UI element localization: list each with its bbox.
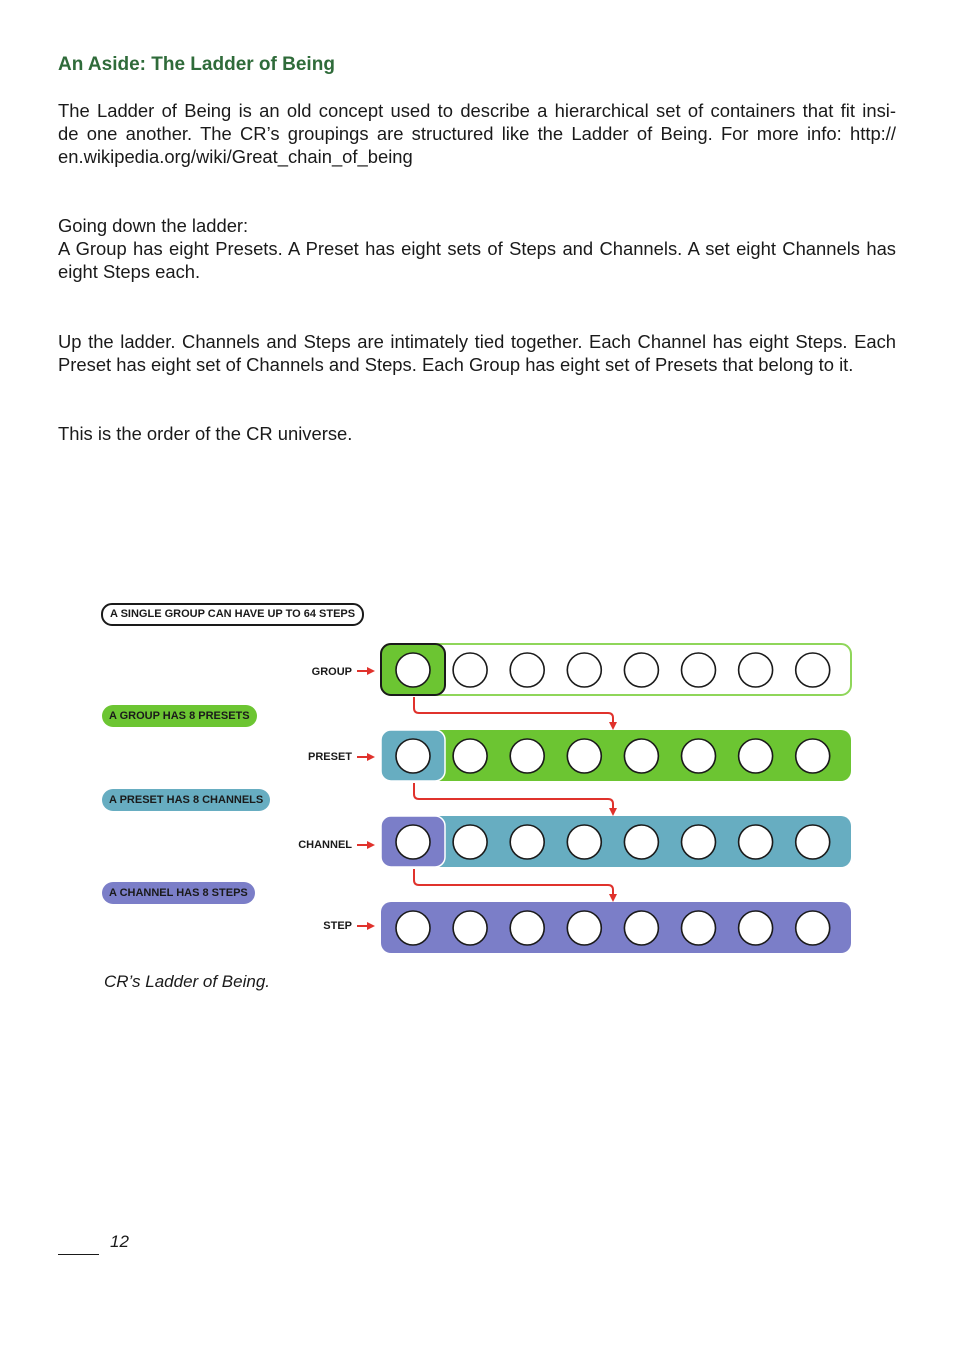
channel-circle-4: [567, 825, 601, 859]
page-number-rule: [58, 1254, 99, 1255]
step-circle-2: [453, 911, 487, 945]
channel-circle-5: [624, 825, 658, 859]
step-circle-5: [624, 911, 658, 945]
group-circle-4: [567, 653, 601, 687]
preset-circle-3: [510, 739, 544, 773]
group-row-bar: [381, 644, 851, 695]
group-presets-pill: A GROUP HAS 8 PRESETS: [102, 705, 257, 727]
preset-to-channel-connector: [414, 783, 613, 814]
preset-circle-7: [739, 739, 773, 773]
preset-circle-4: [567, 739, 601, 773]
channel-circle-7: [739, 825, 773, 859]
group-circle-6: [682, 653, 716, 687]
up-line-1: Up the ladder. Channels and Steps are intimately tied together. Each Channel has eight Steps. Each: [58, 331, 896, 352]
down-line-2: A Group has eight Presets. A Preset has eight sets of Steps and Channels. A set eight Channels has: [58, 238, 896, 259]
preset-circle-1: [396, 739, 430, 773]
channel-row-bar: [381, 816, 851, 867]
group-circle-7: [739, 653, 773, 687]
page-number: 12: [110, 1232, 129, 1251]
preset-circle-6: [682, 739, 716, 773]
step-circle-7: [739, 911, 773, 945]
channel-circle-6: [682, 825, 716, 859]
group-circle-5: [624, 653, 658, 687]
intro-line-1: The Ladder of Being is an old concept used to describe a hierarchical set of containers that fit insi-: [58, 100, 896, 121]
down-line-3: eight Steps each.: [58, 261, 201, 282]
channel-circle-3: [510, 825, 544, 859]
group-circle-2: [453, 653, 487, 687]
step-circle-4: [567, 911, 601, 945]
group-circle-8: [796, 653, 830, 687]
step-circle-6: [682, 911, 716, 945]
group-row-label: GROUP: [311, 666, 352, 678]
intro-line-3: en.wikipedia.org/wiki/Great_chain_of_being: [58, 146, 413, 167]
preset-channels-pill: A PRESET HAS 8 CHANNELS: [102, 789, 270, 811]
page-heading: An Aside: The Ladder of Being: [58, 54, 335, 75]
preset-circle-2: [453, 739, 487, 773]
channel-row-label: CHANNEL: [298, 839, 352, 851]
group-to-preset-connector: [414, 697, 613, 728]
step-circle-1: [396, 911, 430, 945]
step-circle-8: [796, 911, 830, 945]
preset-row-bar: [381, 730, 851, 781]
step-circle-3: [510, 911, 544, 945]
group-circle-1: [396, 653, 430, 687]
channel-circle-1: [396, 825, 430, 859]
preset-circle-5: [624, 739, 658, 773]
channel-circle-2: [453, 825, 487, 859]
group-circle-3: [510, 653, 544, 687]
title-pill: A SINGLE GROUP CAN HAVE UP TO 64 STEPS: [101, 603, 364, 626]
intro-line-2: de one another. The CR’s groupings are structured like the Ladder of Being. For more info: http://: [58, 123, 896, 144]
preset-row-label: PRESET: [307, 751, 352, 763]
step-row-bar: [381, 902, 851, 953]
order-line-1: This is the order of the CR universe.: [58, 423, 353, 444]
step-row-label: STEP: [323, 920, 352, 932]
preset-circle-8: [796, 739, 830, 773]
figure-caption: CR’s Ladder of Being.: [104, 972, 271, 991]
channel-to-step-connector: [414, 869, 613, 900]
channel-steps-pill: A CHANNEL HAS 8 STEPS: [102, 882, 255, 904]
up-line-2: Preset has eight set of Channels and Steps. Each Group has eight set of Presets that belong to it.: [58, 354, 854, 375]
channel-circle-8: [796, 825, 830, 859]
down-line-1: Going down the ladder:: [58, 215, 249, 236]
